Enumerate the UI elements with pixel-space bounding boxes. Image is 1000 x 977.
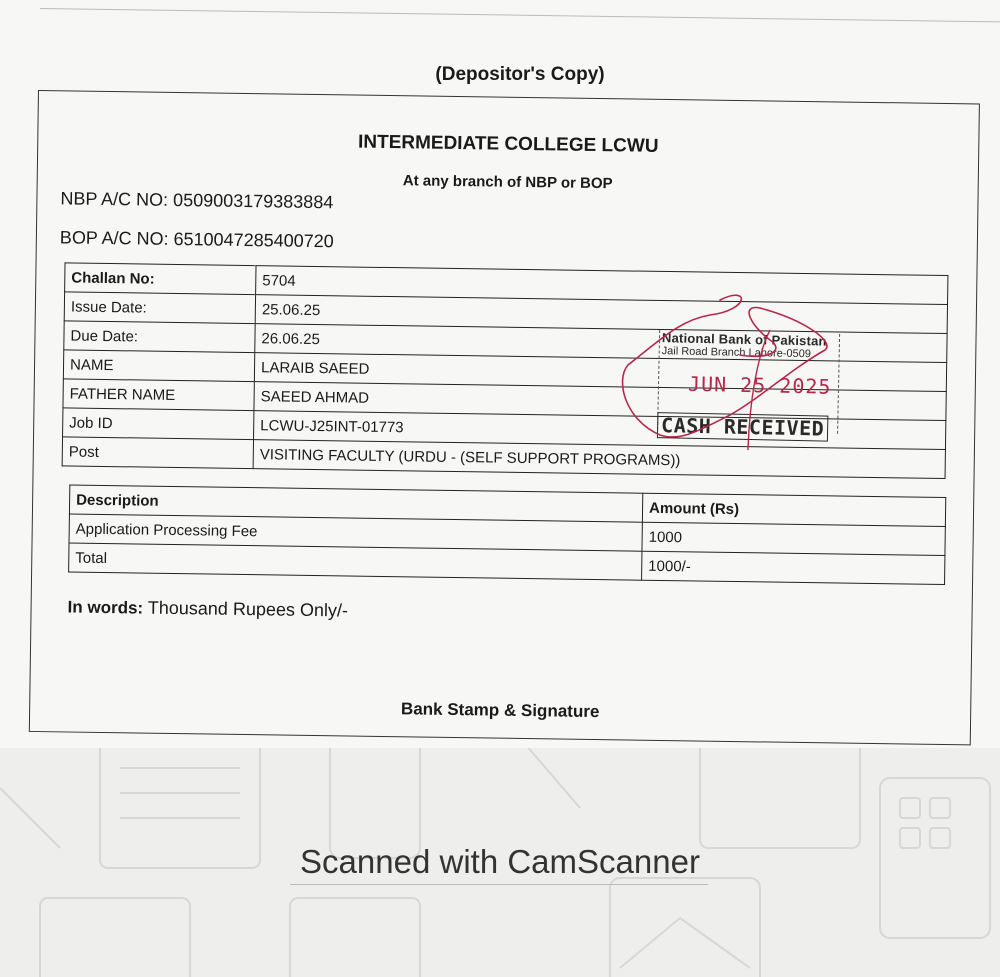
challan-no-value: 5704 [256, 266, 948, 305]
total-amount: 1000/- [642, 551, 945, 584]
post-value: VISITING FACULTY (URDU - (SELF SUPPORT PROGRAMS)) [253, 440, 945, 479]
camscanner-watermark-text: Scanned with CamScanner [300, 843, 700, 880]
description-header: Description [69, 485, 642, 522]
payment-note: At any branch of NBP or BOP [402, 172, 613, 193]
name-value: LARAIB SAEED [254, 353, 946, 392]
nbp-account-number: NBP A/C NO: 0509003179383884 [60, 188, 334, 213]
father-name-label: FATHER NAME [63, 379, 254, 411]
due-date-value: 26.06.25 [255, 324, 947, 363]
name-label: NAME [63, 350, 254, 382]
due-date-label: Due Date: [64, 321, 255, 353]
camscanner-footer [0, 748, 1000, 977]
job-id-label: Job ID [63, 408, 254, 440]
copy-label: (Depositor's Copy) [435, 64, 605, 85]
job-id-value: LCWU-J25INT-01773 [254, 411, 946, 450]
post-label: Post [62, 437, 253, 469]
bank-stamp-signature-label: Bank Stamp & Signature [400, 699, 600, 722]
stamp-date: JUN 25 2025 [687, 371, 832, 399]
challan-no-label: Challan No: [65, 263, 256, 295]
bop-account-number: BOP A/C NO: 6510047285400720 [59, 227, 334, 252]
page-edge-line [40, 8, 1000, 22]
bank-stamp [657, 330, 841, 444]
issue-date-label: Issue Date: [64, 292, 255, 324]
fee-amount: 1000 [642, 522, 945, 555]
watermark-underline [290, 884, 708, 885]
institution-name: INTERMEDIATE COLLEGE LCWU [357, 131, 659, 157]
in-words-label: In words: [67, 597, 144, 618]
fee-table [68, 484, 946, 585]
amount-header: Amount (Rs) [642, 493, 945, 526]
total-label: Total [69, 543, 642, 580]
father-name-value: SAEED AHMAD [254, 382, 946, 421]
in-words-value: Thousand Rupees Only/- [147, 597, 349, 621]
stamp-status: CASH RECEIVED [657, 412, 829, 442]
stamp-bank-name: National Bank of Pakistan [661, 330, 827, 349]
stamp-branch: Jail Road Branch Lahore-0509 [661, 345, 812, 361]
fee-description: Application Processing Fee [69, 514, 642, 551]
amount-in-words [67, 596, 348, 621]
issue-date-value: 25.06.25 [255, 295, 947, 334]
